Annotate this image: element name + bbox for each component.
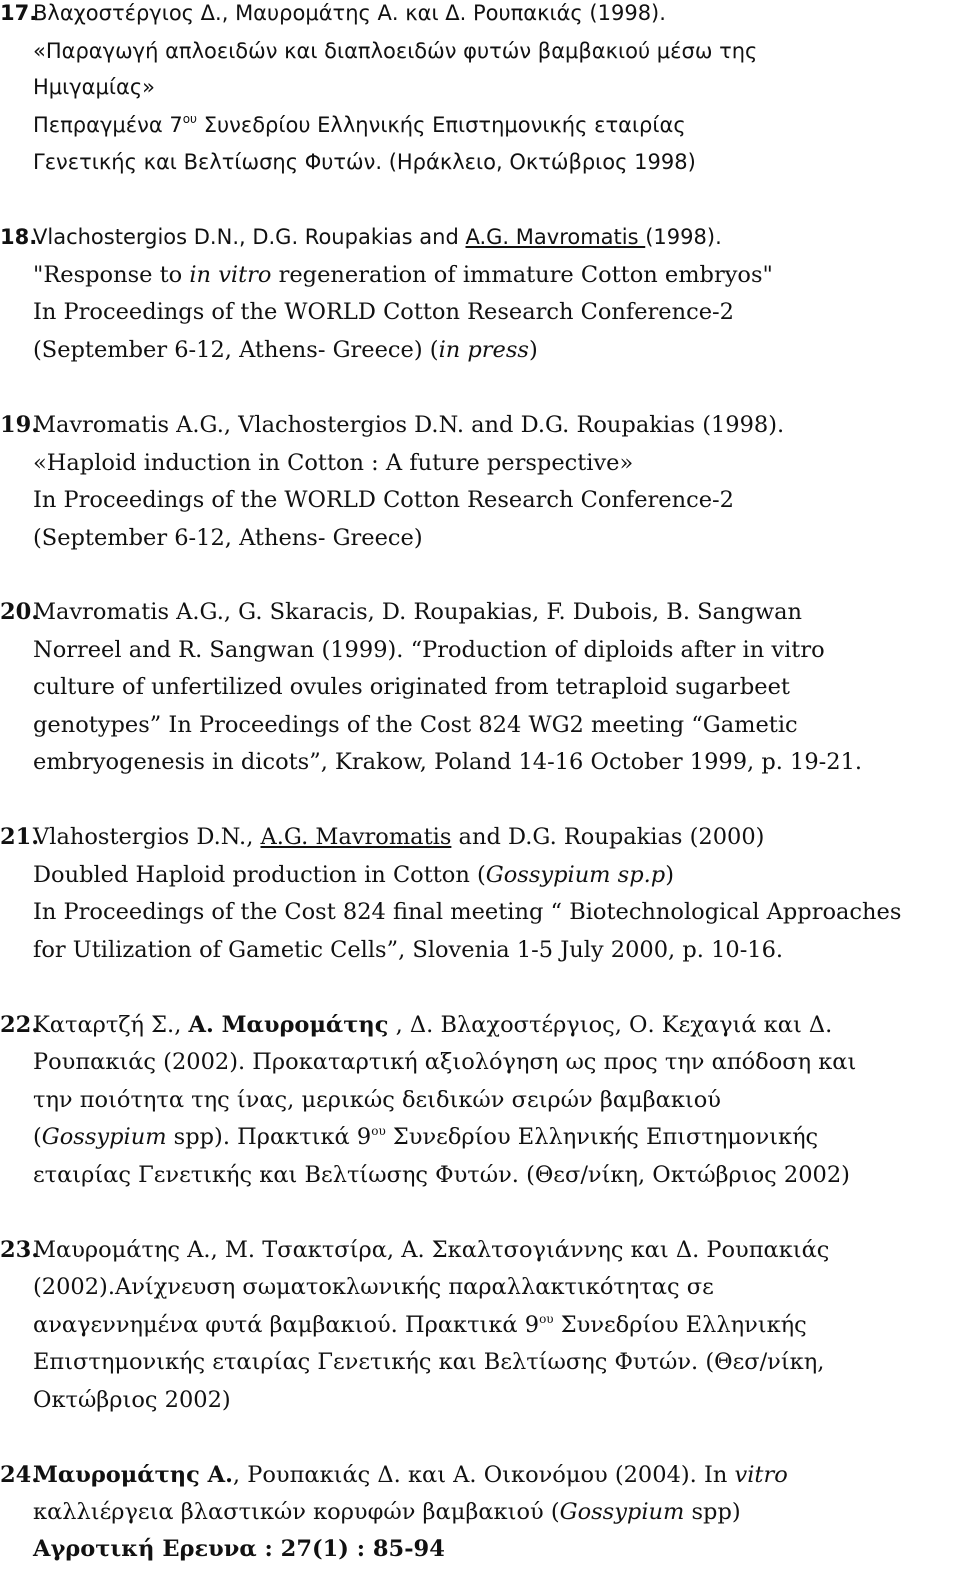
ref-20-line-5: embryogenesis in dicots”, Krakow, Poland 14-16 October 1999, p. 19-21.	[33, 749, 863, 775]
ref-22-line-1: 22. Καταρτζή Σ., Α. Μαυρομάτης , Δ. Βλαχοστέργιος, Ο. Κεχαγιά και Δ.	[0, 1012, 833, 1038]
ref-17-line-2: «Παραγωγή απλοειδών και διαπλοειδών φυτών βαμβακιού μέσω της	[33, 39, 758, 63]
ref-19-line-3: In Proceedings of the WORLD Cotton Research Conference-2	[33, 487, 734, 513]
ref-18-line-2: "Response to in vitro regeneration of immature Cotton embryos"	[33, 262, 773, 288]
ref-22-line-4: (Gossypium spp). Πρακτικά $9^{o\upsilon}$ Συνεδρίου Ελληνικής Επιστημονικής	[33, 1124, 819, 1150]
ref-18-line-1: 18. Vlachostergios D.N., D.G. Roupakias and A.G. Mavromatis (1998).	[33, 222, 722, 252]
ref-19-line-1: 19. Mavromatis A.G., Vlachostergios D.N. and D.G. Roupakias (1998).	[0, 412, 785, 438]
ref-21-line-4: for Utilization of Gametic Cells”, Slovenia 1-5 July 2000, p. 10-16.	[33, 937, 784, 963]
ref-20-number: 20.	[0, 599, 40, 625]
ref-24-line-2: καλλιέργεια βλαστικών κορυφών βαμβακιού (Gossypium spp)	[33, 1499, 741, 1525]
ref-23-line-1: 23. Μαυρομάτης Α., Μ. Τσακτσίρα, Α. Σκαλτσογιάννης και Δ. Ρουπακιάς	[0, 1237, 830, 1263]
ref-22-line-3: την ποιότητα της ίνας, μερικώς δειδικών σειρών βαμβακιού	[33, 1087, 721, 1113]
ref-17-line-5: Γενετικής και Βελτίωσης Φυτών. (Ηράκλειο, Οκτώβριος 1998)	[33, 150, 696, 174]
ref-20-line-2: Norreel and R. Sangwan (1999). “Production of diploids after in vitro	[33, 637, 825, 663]
ref-24-author-highlight: Μαυρομάτης Α.	[33, 1462, 233, 1488]
ref-17-line-4: Πεπραγμένα $7^{o\upsilon}$ Συνεδρίου Ελληνικής Επιστημονικής εταιρίας	[33, 112, 686, 137]
ref-22-author-highlight: Α. Μαυρομάτης	[188, 1012, 389, 1038]
ref-18-line-4: (September 6-12, Athens- Greece) (in press)	[33, 337, 538, 363]
ref-20-line-4: genotypes” In Proceedings of the Cost 824 WG2 meeting “Gametic	[33, 712, 798, 738]
ref-23-line-2: (2002).Ανίχνευση σωματοκλωνικής παραλλακτικότητας σε	[33, 1274, 714, 1300]
ref-23-line-4: Επιστημονικής εταιρίας Γενετικής και Βελτίωσης Φυτών. (Θεσ/νίκη,	[33, 1349, 825, 1375]
ref-23-number: 23.	[0, 1237, 40, 1263]
ref-22-number: 22.	[0, 1012, 40, 1038]
ref-23-line-3: αναγεννημένα φυτά βαμβακιού. Πρακτικά $9^{o\upsilon}$ Συνεδρίου Ελληνικής	[33, 1312, 807, 1338]
ref-21-line-1: 21. Vlahostergios D.N., A.G. Mavromatis and D.G. Roupakias (2000)	[0, 824, 765, 850]
ref-21-line-2: Doubled Haploid production in Cotton (Gossypium sp.p)	[33, 862, 674, 888]
ref-18-author-highlight: A.G. Mavromatis	[465, 225, 646, 249]
ref-21-author-highlight: A.G. Mavromatis	[260, 824, 452, 850]
ref-24-line-1: 24. Μαυρομάτης Α., Ρουπακιάς Δ. και Α. Οικονόμου (2004). In vitro	[0, 1462, 788, 1488]
ref-23-line-5: Οκτώβριος 2002)	[33, 1387, 231, 1413]
ref-20-line-3: culture of unfertilized ovules originated from tetraploid sugarbeet	[33, 674, 790, 700]
ref-18-line-3: In Proceedings of the WORLD Cotton Research Conference-2	[33, 299, 734, 325]
ref-17-line-1: 17. Βλαχοστέργιος Δ., Μαυρομάτης Α. και Δ. Ρουπακιάς (1998).	[33, 0, 666, 28]
ref-18-number: 18.	[0, 225, 38, 249]
ref-24-line-3: Αγροτική Ερευνα : 27(1) : 85-94	[33, 1536, 445, 1562]
ref-24-number: 24.	[0, 1462, 40, 1488]
ref-17-line-3: Ημιγαμίας»	[33, 75, 156, 99]
ref-22-line-5: εταιρίας Γενετικής και Βελτίωσης Φυτών. (Θεσ/νίκη, Οκτώβριος 2002)	[33, 1162, 850, 1188]
ref-17-number: 17.	[0, 1, 38, 25]
ref-21-number: 21.	[0, 824, 40, 850]
ref-20-line-1: 20. Mavromatis A.G., G. Skaracis, D. Roupakias, F. Dubois, B. Sangwan	[0, 599, 803, 625]
ref-19-line-4: (September 6-12, Athens- Greece)	[33, 525, 423, 551]
ref-21-line-3: In Proceedings of the Cost 824 final meeting “ Biotechnological Approaches	[33, 899, 902, 925]
ref-22-line-2: Ρουπακιάς (2002). Προκαταρτική αξιολόγηση ως προς την απόδοση και	[33, 1049, 857, 1075]
ref-19-number: 19.	[0, 412, 40, 438]
ref-19-line-2: «Haploid induction in Cotton : A future perspective»	[33, 450, 634, 476]
